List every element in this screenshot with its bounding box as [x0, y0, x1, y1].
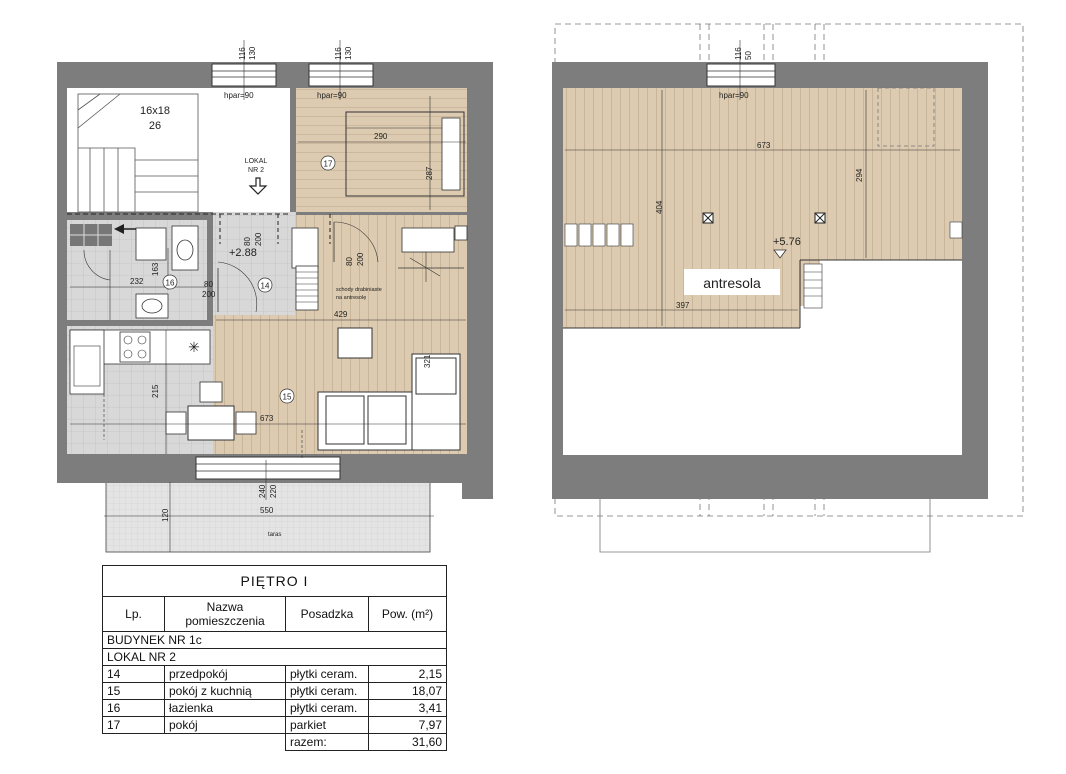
stair-spec-line1: 16x18	[140, 105, 170, 117]
window-3-hpar: hpar=90	[719, 91, 749, 100]
dining-table	[188, 406, 234, 440]
room-14-floor	[213, 212, 295, 315]
window-3-dim-a: 116	[734, 47, 743, 60]
window-2-dim-b: 130	[344, 46, 353, 60]
row-name: przedpokój	[165, 666, 286, 683]
sink	[74, 346, 100, 386]
lokal-label-line2: NR 2	[248, 167, 264, 174]
row-area: 2,15	[369, 666, 447, 683]
window-2-hpar: hpar=90	[317, 91, 347, 100]
table-row	[103, 700, 447, 717]
dim-232: 232	[130, 277, 144, 286]
dim-80b: 80	[345, 257, 354, 266]
table-row	[103, 683, 447, 700]
row-area: 7,97	[369, 717, 447, 734]
mezzanine-label: antresola	[703, 275, 761, 291]
dim-200b: 200	[356, 252, 365, 266]
window-3-dim-b: 50	[744, 51, 753, 60]
left-plan	[57, 40, 493, 552]
dim-80a: 80	[243, 237, 252, 246]
dim-240: 240	[258, 484, 267, 498]
dim-215: 215	[151, 384, 160, 398]
dim-550: 550	[260, 506, 274, 515]
total-label: razem:	[286, 734, 369, 751]
lokal-label-line1: LOKAL	[244, 158, 268, 165]
coffee-table	[338, 328, 372, 358]
stair-spec-line2: 26	[148, 120, 162, 132]
room-number-14: 14	[260, 281, 270, 291]
window-1-dim-b: 130	[248, 46, 257, 60]
room-number-17: 17	[323, 159, 333, 169]
header-floor: Posadzka	[286, 597, 369, 632]
hood-icon: ✳	[188, 339, 200, 355]
row-name: pokój z kuchnią	[165, 683, 286, 700]
row-area: 18,07	[369, 683, 447, 700]
room-schedule-table	[102, 565, 447, 751]
wardrobe	[402, 228, 454, 252]
table-title: PIĘTRO I	[103, 566, 447, 597]
window-1-dim-a: 116	[238, 47, 247, 60]
level-ground: +2.88	[229, 247, 257, 259]
dim-673: 673	[260, 414, 274, 423]
header-name	[165, 597, 286, 632]
stairs-note-line1: schody drabiniaste	[336, 287, 382, 293]
total-value: 31,60	[369, 734, 447, 751]
row-floor: płytki ceram.	[286, 683, 369, 700]
row-floor: płytki ceram.	[286, 700, 369, 717]
header-lp: Lp.	[103, 597, 165, 632]
dim-200c: 200	[202, 290, 216, 299]
dim-290: 290	[374, 132, 388, 141]
row-floor: płytki ceram.	[286, 666, 369, 683]
cooktop	[120, 332, 150, 362]
row-floor: parkiet	[286, 717, 369, 734]
right-plan	[552, 24, 1023, 552]
dim-429: 429	[334, 310, 348, 319]
row-lp: 15	[103, 683, 165, 700]
row-name: pokój	[165, 717, 286, 734]
ladder-stairs	[296, 266, 318, 310]
header-area: Pow. (m²)	[369, 597, 447, 632]
dim-163: 163	[151, 262, 160, 276]
dim-r-404: 404	[655, 200, 664, 214]
dim-287: 287	[425, 166, 434, 180]
level-mezzanine: +5.76	[773, 236, 801, 248]
row-name: łazienka	[165, 700, 286, 717]
window-1-hpar: hpar=90	[224, 91, 254, 100]
terrace-label: taras	[268, 532, 282, 538]
room-number-15: 15	[282, 392, 292, 402]
dim-r-294: 294	[855, 168, 864, 182]
row-lp: 16	[103, 700, 165, 717]
unit-row: LOKAL NR 2	[103, 649, 447, 666]
window-2-dim-a: 116	[334, 47, 343, 60]
room-number-16: 16	[165, 278, 175, 288]
header-name-line2: pomieszczenia	[185, 614, 265, 628]
table-row	[103, 717, 447, 734]
terrace	[106, 479, 430, 552]
row-area: 3,41	[369, 700, 447, 717]
dim-321: 321	[423, 354, 432, 368]
dim-r-397: 397	[676, 301, 690, 310]
dim-80c: 80	[204, 280, 213, 289]
table-row	[103, 666, 447, 683]
row-lp: 14	[103, 666, 165, 683]
dim-120: 120	[161, 508, 170, 522]
dim-200a: 200	[254, 232, 263, 246]
building-row: BUDYNEK NR 1c	[103, 632, 447, 649]
header-name-line1: Nazwa	[206, 600, 244, 614]
stairs-note-line2: na antresolę	[336, 295, 367, 301]
dim-r-673: 673	[757, 141, 771, 150]
dim-220: 220	[269, 484, 278, 498]
row-lp: 17	[103, 717, 165, 734]
